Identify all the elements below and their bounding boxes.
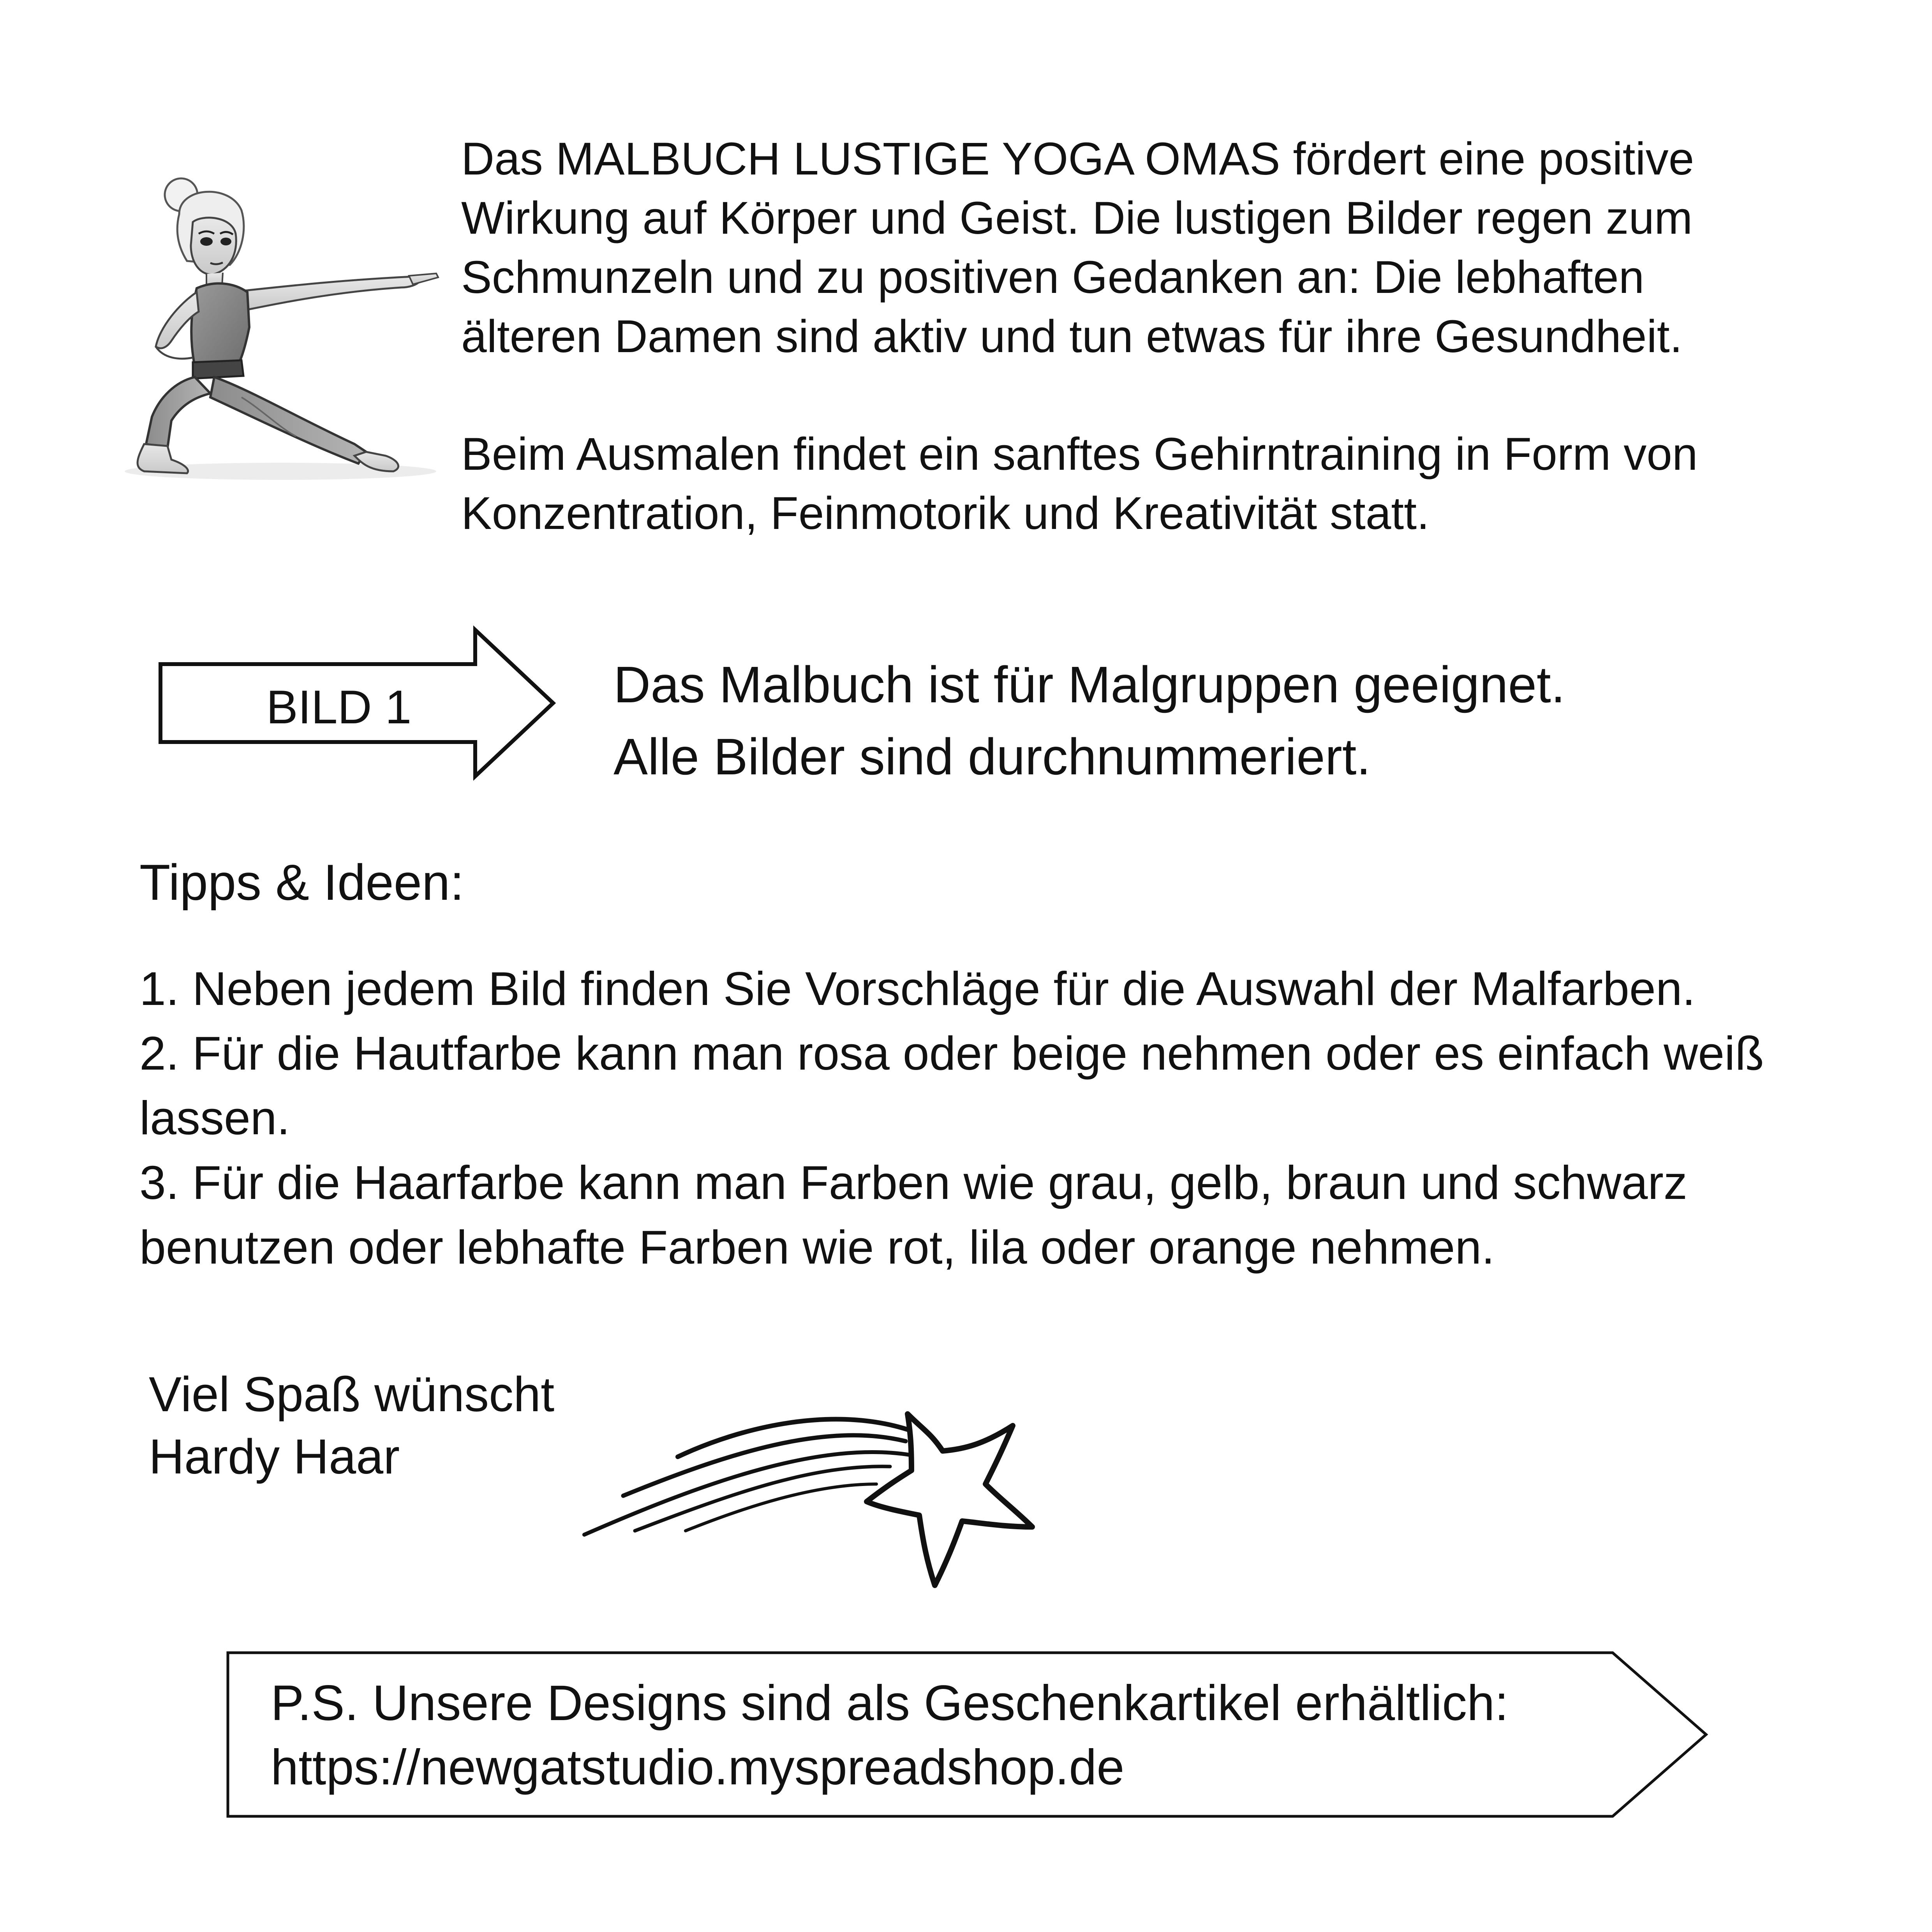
- info-line: Alle Bilder sind durchnummeriert.: [613, 728, 1371, 785]
- ps-text: [271, 1671, 1509, 1800]
- intro-line: älteren Damen sind aktiv und tun etwas für ihre Gesundheit.: [461, 311, 1683, 362]
- tips-heading: Tipps & Ideen:: [139, 854, 464, 911]
- yoga-grandma-illustration: [113, 164, 448, 491]
- info-line: Das Malbuch ist für Malgruppen geeignet.: [613, 656, 1565, 713]
- tips-list: [139, 956, 1892, 1280]
- info-block: [613, 649, 1565, 793]
- intro-line: Konzentration, Feinmotorik und Kreativität statt.: [461, 488, 1430, 539]
- intro-line: Das MALBUCH LUSTIGE YOGA OMAS fördert eine positive: [461, 133, 1694, 185]
- signoff-line: Viel Spaß wünscht: [149, 1367, 555, 1422]
- bild-label: BILD 1: [266, 680, 412, 733]
- intro-paragraph: [461, 129, 1879, 366]
- intro-line: Schmunzeln und zu positiven Gedanken an: Die lebhaften: [461, 252, 1645, 303]
- signoff: [149, 1363, 554, 1488]
- intro-line: Beim Ausmalen findet ein sanftes Gehirntraining in Form von: [461, 428, 1698, 480]
- shop-link[interactable]: https://newgatstudio.myspreadshop.de: [271, 1740, 1125, 1795]
- tip-item: 2. Für die Hautfarbe kann man rosa oder beige nehmen oder es einfach weiß lassen.: [139, 1027, 1764, 1144]
- intro-paragraph-2: [461, 425, 1879, 543]
- tip-item: 1. Neben jedem Bild finden Sie Vorschläge für die Auswahl der Malfarben.: [139, 962, 1696, 1015]
- tip-item: 3. Für die Haarfarbe kann man Farben wie grau, gelb, braun und schwarz benutzen oder lebhafte Farben wie rot, lila oder orange nehmen.: [139, 1156, 1687, 1274]
- signoff-author: Hardy Haar: [149, 1429, 400, 1484]
- intro-line: Wirkung auf Körper und Geist. Die lustigen Bilder regen zum: [461, 192, 1693, 244]
- shooting-star-icon: [580, 1367, 1087, 1601]
- ps-line: P.S. Unsere Designs sind als Geschenkartikel erhältlich:: [271, 1675, 1509, 1731]
